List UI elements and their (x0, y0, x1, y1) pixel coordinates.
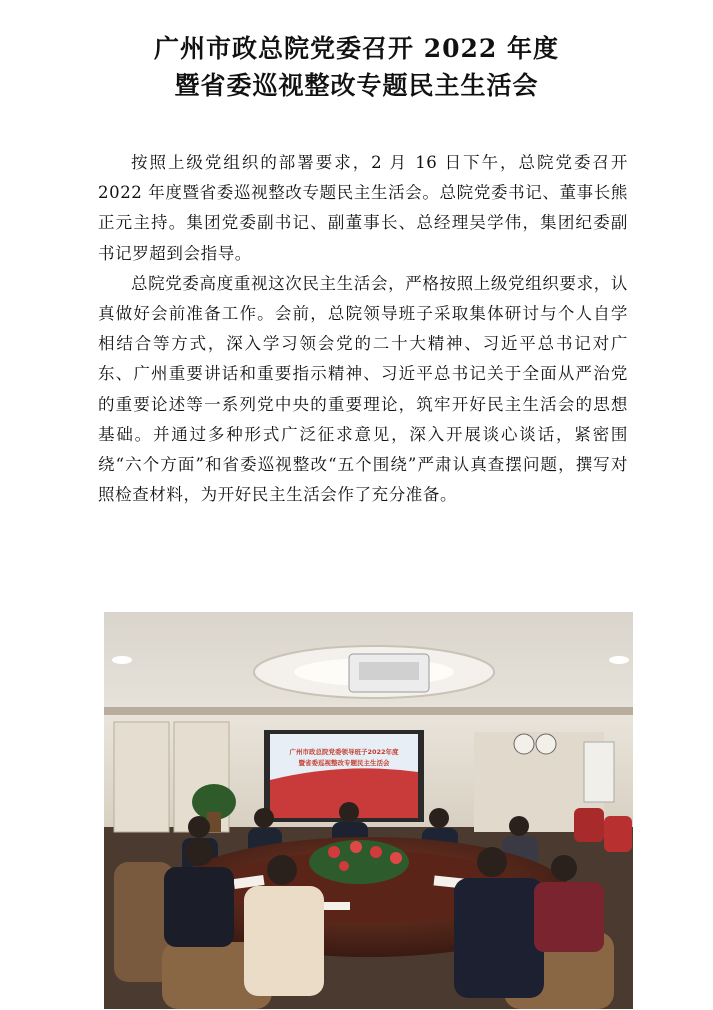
screen-title-line-1: 广州市政总院党委领导班子2022年度 (289, 748, 399, 756)
screen-title-line-2: 暨省委巡视整改专题民主生活会 (298, 759, 390, 767)
paragraph-2: 总院党委高度重视这次民主生活会，严格按照上级党组织要求，认真做好会前准备工作。会前，总院领导班子采取集体研讨与个人自学相结合等方式，深入学习领会党的二十大精神、习近平总书记对广东、广州重要讲话和重要指示精神、习近平总书记关于全面从严治党的重要论述等一系列党中央的重要理论，筑牢开好民主生活会的思想基础。并通过多种形式广泛征求意见，深入开展谈心谈话，紧密围绕“六个方面”和省委巡视整改“五个围绕”严肃认真查摆问题，撰写对照检查材料，为开好民主生活会作了充分准备。 (98, 273, 628, 505)
title-line-1: 广州市政总院党委召开 2022 年度 (154, 34, 559, 63)
meeting-photo (104, 612, 633, 1009)
page-title (0, 30, 713, 104)
paragraph-1: 按照上级党组织的部署要求，2 月 16 日下午，总院党委召开 2022 年度暨省委巡视整改专题民主生活会。总院党委书记、董事长熊正元主持。集团党委副书记、副董事长、总经理吴学伟，集团纪委副书记罗超到会指导。 (98, 153, 628, 263)
title-line-2: 暨省委巡视整改专题民主生活会 (174, 71, 539, 100)
article-body (98, 148, 628, 510)
